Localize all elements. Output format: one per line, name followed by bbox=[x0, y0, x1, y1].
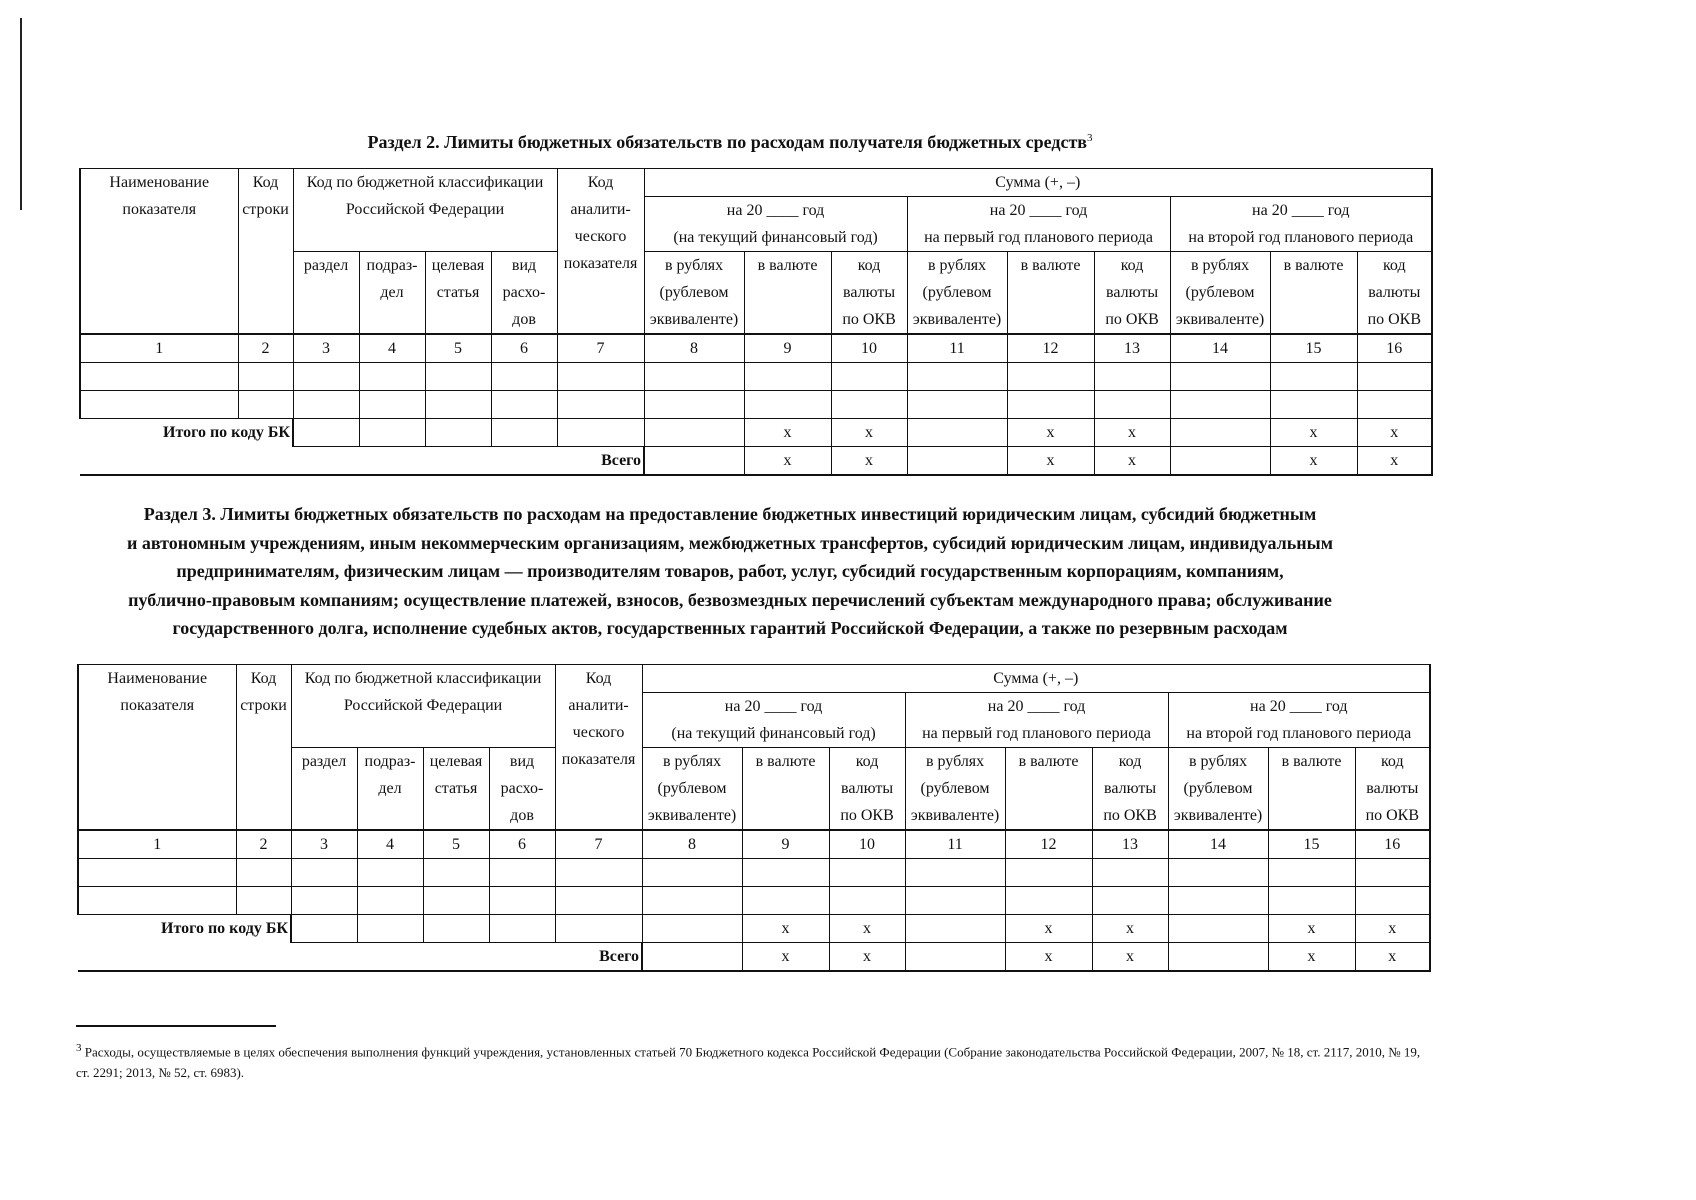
header-okv bbox=[1355, 748, 1430, 831]
table-cell: 11 bbox=[907, 334, 1007, 363]
header-line: целевая bbox=[431, 257, 485, 274]
section3-title: Раздел 3. Лимиты бюджетных обязательств по расходам на предоставление бюджетных инвестиций юридическим лицам, субсидий бюджетным и автономным учреждениям, иным некоммерческим организациям, межбюджетных трансфертов, субсидий юридическим лицам, индивидуальным предпринимателям, физическим лицам — производителям товаров, работ, услуг, субсидий государственным корпорациям, компаниям, публично-правовым компаниям; осуществление платежей, взносов, безвозмездных перечислений субъектам международного права; обслуживание государственного долга, исполнение судебных актов, государственных гарантий Российской Федерации, а также по резервным расходам bbox=[127, 504, 1333, 638]
table-cell bbox=[1355, 859, 1430, 887]
table-cell: 1 bbox=[80, 334, 238, 363]
table-cell: x bbox=[1270, 447, 1357, 476]
table-cell bbox=[1005, 859, 1092, 887]
header-rub bbox=[905, 748, 1005, 831]
table-cell bbox=[644, 391, 744, 419]
table-cell: x bbox=[1268, 915, 1355, 943]
header-line: (рублевом bbox=[922, 284, 992, 301]
table-cell: 4 bbox=[359, 334, 425, 363]
header-okv bbox=[831, 252, 907, 335]
header-line: (рублевом bbox=[1185, 284, 1255, 301]
header-line: Код bbox=[587, 174, 614, 191]
table-cell bbox=[907, 419, 1007, 447]
header-year-plan2: на 20 ____ год bbox=[1168, 693, 1430, 721]
header-line: расхо- bbox=[500, 780, 544, 797]
header-line: эквиваленте) bbox=[1173, 807, 1263, 824]
table-cell bbox=[359, 363, 425, 391]
header-period-plan1: на первый год планового периода bbox=[907, 224, 1170, 252]
header-line: дел bbox=[378, 780, 402, 797]
column-numbers-row bbox=[78, 830, 1430, 859]
table-cell bbox=[1170, 419, 1270, 447]
footnote-rule bbox=[76, 1025, 276, 1027]
header-line: по ОКВ bbox=[1365, 807, 1420, 824]
table-cell bbox=[291, 859, 357, 887]
table-cell bbox=[291, 887, 357, 915]
table-cell bbox=[557, 419, 644, 447]
table-cell: 16 bbox=[1357, 334, 1432, 363]
table-cell: 6 bbox=[491, 334, 557, 363]
table-cell bbox=[489, 859, 555, 887]
header-line: в рублях bbox=[1188, 753, 1248, 770]
table-cell bbox=[1357, 363, 1432, 391]
header-line: эквиваленте) bbox=[649, 311, 739, 328]
header-period-plan2: на второй год планового периода bbox=[1168, 720, 1430, 748]
table-cell bbox=[1270, 391, 1357, 419]
header-line: Российской Федерации bbox=[343, 697, 503, 714]
table-cell bbox=[1007, 391, 1094, 419]
table-cell: 13 bbox=[1094, 334, 1170, 363]
table-cell bbox=[489, 915, 555, 943]
table-cell: 6 bbox=[489, 830, 555, 859]
header-line: ческого bbox=[572, 724, 625, 741]
header-line: показателя bbox=[120, 697, 195, 714]
table-cell bbox=[425, 363, 491, 391]
footnote-mark: 3 bbox=[76, 1042, 82, 1054]
header-line: валюты bbox=[1368, 284, 1421, 301]
header-line: валюты bbox=[1104, 780, 1157, 797]
table-cell bbox=[829, 887, 905, 915]
header-val: в валюте bbox=[1007, 252, 1094, 335]
table-cell: x bbox=[831, 447, 907, 476]
table-cell bbox=[78, 859, 236, 887]
table-cell bbox=[907, 447, 1007, 476]
header-val: в валюте bbox=[744, 252, 831, 335]
header-line: эквиваленте) bbox=[910, 807, 1000, 824]
table-cell bbox=[357, 859, 423, 887]
header-name bbox=[78, 665, 236, 831]
table-row bbox=[78, 887, 1430, 915]
table-cell: 7 bbox=[557, 334, 644, 363]
table-cell: x bbox=[1094, 447, 1170, 476]
table-cell bbox=[1170, 391, 1270, 419]
table-cell: 3 bbox=[293, 334, 359, 363]
header-line: Наименование bbox=[107, 670, 208, 687]
table-cell bbox=[357, 915, 423, 943]
table-cell bbox=[291, 915, 357, 943]
header-rub bbox=[1168, 748, 1268, 831]
footnote-text: Расходы, осуществляемые в целях обеспечения выполнения функций учреждения, установленных статьей 70 Бюджетного кодекса Российской Федерации (Собрание законодательства Российской Федерации, 2007, № 18, ст. 2117, 2010, № 19, ст. 2291; 2013, № 52, ст. 6983). bbox=[76, 1044, 1421, 1081]
header-celevaya bbox=[423, 748, 489, 831]
header-line: валюты bbox=[1366, 780, 1419, 797]
header-line: валюты bbox=[1106, 284, 1159, 301]
footnote bbox=[76, 1038, 1426, 1083]
table-cell bbox=[557, 391, 644, 419]
table-cell bbox=[1092, 859, 1168, 887]
table-cell bbox=[642, 943, 742, 972]
header-razdel: раздел bbox=[291, 748, 357, 831]
table-cell: 9 bbox=[742, 830, 829, 859]
header-line: показателя bbox=[561, 751, 636, 768]
header-line: по ОКВ bbox=[1105, 311, 1159, 328]
column-numbers-row bbox=[80, 334, 1432, 363]
header-val: в валюте bbox=[1270, 252, 1357, 335]
table-cell: 10 bbox=[831, 334, 907, 363]
header-line: (рублевом bbox=[657, 780, 727, 797]
header-line: в рублях bbox=[927, 257, 987, 274]
table-cell: 12 bbox=[1007, 334, 1094, 363]
header-podrazdel bbox=[359, 252, 425, 335]
header-line: строки bbox=[240, 697, 287, 714]
table-cell bbox=[555, 859, 642, 887]
table-cell bbox=[236, 859, 291, 887]
table-cell bbox=[425, 419, 491, 447]
header-line: Код bbox=[585, 670, 612, 687]
table-cell: 10 bbox=[829, 830, 905, 859]
header-line: валюты bbox=[843, 284, 896, 301]
table-cell: x bbox=[1092, 915, 1168, 943]
table-cell bbox=[425, 391, 491, 419]
table-cell bbox=[644, 419, 744, 447]
header-line: по ОКВ bbox=[842, 311, 896, 328]
header-sum: Сумма (+, –) bbox=[642, 665, 1430, 693]
table-cell bbox=[489, 887, 555, 915]
header-year-plan1: на 20 ____ год bbox=[907, 197, 1170, 225]
table-cell: x bbox=[1005, 943, 1092, 972]
header-line: по ОКВ bbox=[1367, 311, 1422, 328]
table-cell bbox=[238, 363, 293, 391]
table-cell: 8 bbox=[642, 830, 742, 859]
table-cell bbox=[642, 915, 742, 943]
header-bk bbox=[293, 169, 557, 252]
header-okv bbox=[829, 748, 905, 831]
table-cell bbox=[644, 447, 744, 476]
header-period-plan2: на второй год планового периода bbox=[1170, 224, 1432, 252]
footnote-mark: 3 bbox=[1087, 132, 1093, 144]
header-line: код bbox=[855, 753, 879, 770]
table-cell: 1 bbox=[78, 830, 236, 859]
table-cell: 2 bbox=[236, 830, 291, 859]
table-cell bbox=[831, 363, 907, 391]
table-cell bbox=[829, 859, 905, 887]
header-line: эквиваленте) bbox=[647, 807, 737, 824]
table-cell: 14 bbox=[1168, 830, 1268, 859]
header-okv bbox=[1092, 748, 1168, 831]
table-cell bbox=[1170, 363, 1270, 391]
table-cell: x bbox=[742, 915, 829, 943]
header-line: код bbox=[857, 257, 881, 274]
total-bk-label: Итого по коду БК bbox=[161, 920, 288, 938]
header-row-code bbox=[236, 665, 291, 831]
table-cell bbox=[907, 363, 1007, 391]
header-line: эквиваленте) bbox=[1175, 311, 1265, 328]
table-cell: x bbox=[829, 915, 905, 943]
table-cell: 7 bbox=[555, 830, 642, 859]
table-cell: x bbox=[742, 943, 829, 972]
table-cell: x bbox=[1007, 419, 1094, 447]
table-cell: 5 bbox=[423, 830, 489, 859]
header-analytic-code bbox=[555, 665, 642, 831]
header-line: Код bbox=[252, 174, 279, 191]
table-cell bbox=[1268, 887, 1355, 915]
header-year-current: на 20 ____ год bbox=[642, 693, 905, 721]
header-name bbox=[80, 169, 238, 335]
table-cell: x bbox=[744, 419, 831, 447]
header-year-plan1: на 20 ____ год bbox=[905, 693, 1168, 721]
table-cell bbox=[744, 391, 831, 419]
total-bk-label: Итого по коду БК bbox=[163, 424, 290, 442]
table-cell bbox=[359, 419, 425, 447]
table-cell: 3 bbox=[291, 830, 357, 859]
header-line: Код по бюджетной классификации bbox=[304, 670, 542, 687]
header-vid bbox=[489, 748, 555, 831]
header-line: показателя bbox=[563, 255, 638, 272]
header-line: Наименование bbox=[109, 174, 210, 191]
header-line: Код bbox=[250, 670, 277, 687]
table-cell: x bbox=[1092, 943, 1168, 972]
header-sum: Сумма (+, –) bbox=[644, 169, 1432, 197]
header-row-code bbox=[238, 169, 293, 335]
header-line: строки bbox=[242, 201, 289, 218]
header-period-current: (на текущий финансовый год) bbox=[644, 224, 907, 252]
header-okv bbox=[1094, 252, 1170, 335]
header-val: в валюте bbox=[742, 748, 829, 831]
header-line: код bbox=[1118, 753, 1142, 770]
header-okv bbox=[1357, 252, 1432, 335]
table-cell: 16 bbox=[1355, 830, 1430, 859]
table-cell: 13 bbox=[1092, 830, 1168, 859]
table-cell bbox=[491, 419, 557, 447]
header-vid bbox=[491, 252, 557, 335]
table-cell bbox=[742, 859, 829, 887]
table-cell bbox=[557, 363, 644, 391]
table-cell: 8 bbox=[644, 334, 744, 363]
table-cell bbox=[905, 915, 1005, 943]
header-line: аналити- bbox=[570, 201, 631, 218]
section2-title: Раздел 2. Лимиты бюджетных обязательств по расходам получателя бюджетных средств$^3$ bbox=[367, 132, 1093, 152]
table-cell bbox=[491, 363, 557, 391]
table-cell bbox=[80, 363, 238, 391]
header-line: (рублевом bbox=[920, 780, 990, 797]
section2-table bbox=[79, 168, 1433, 476]
table-cell: 14 bbox=[1170, 334, 1270, 363]
header-year-plan2: на 20 ____ год bbox=[1170, 197, 1432, 225]
table-cell bbox=[1168, 943, 1268, 972]
header-line: (рублевом bbox=[659, 284, 729, 301]
table-cell bbox=[1094, 391, 1170, 419]
total-all-label: Всего bbox=[78, 943, 642, 972]
header-line: показателя bbox=[122, 201, 197, 218]
header-line: дел bbox=[380, 284, 404, 301]
header-line: ческого bbox=[574, 228, 627, 245]
total-all-row bbox=[80, 447, 1432, 476]
table-cell bbox=[80, 391, 238, 419]
table-cell bbox=[1005, 887, 1092, 915]
header-rub bbox=[642, 748, 742, 831]
table-cell bbox=[905, 859, 1005, 887]
total-all-row bbox=[78, 943, 1430, 972]
table-cell bbox=[1355, 887, 1430, 915]
table-cell bbox=[744, 363, 831, 391]
table-cell bbox=[491, 391, 557, 419]
table-cell: x bbox=[1268, 943, 1355, 972]
table-cell bbox=[905, 887, 1005, 915]
table-cell: x bbox=[744, 447, 831, 476]
table-cell: x bbox=[831, 419, 907, 447]
total-bk-row bbox=[80, 419, 1432, 447]
table-cell bbox=[1357, 391, 1432, 419]
header-line: статья bbox=[434, 780, 478, 797]
table-cell: x bbox=[1270, 419, 1357, 447]
table-cell: x bbox=[1357, 419, 1432, 447]
header-line: по ОКВ bbox=[1103, 807, 1157, 824]
table-cell bbox=[423, 915, 489, 943]
table-cell bbox=[1007, 363, 1094, 391]
header-line: эквиваленте) bbox=[912, 311, 1002, 328]
header-line: (рублевом bbox=[1183, 780, 1253, 797]
table-cell: x bbox=[1005, 915, 1092, 943]
total-bk-row bbox=[78, 915, 1430, 943]
table-cell: 5 bbox=[425, 334, 491, 363]
table-cell: 15 bbox=[1270, 334, 1357, 363]
header-podrazdel bbox=[357, 748, 423, 831]
table-cell bbox=[236, 887, 291, 915]
table-cell bbox=[293, 391, 359, 419]
header-line: в рублях bbox=[1190, 257, 1250, 274]
header-line: Российской Федерации bbox=[345, 201, 505, 218]
header-line: расхо- bbox=[502, 284, 546, 301]
header-val: в валюте bbox=[1268, 748, 1355, 831]
table-cell: 11 bbox=[905, 830, 1005, 859]
table-cell bbox=[642, 859, 742, 887]
header-rub bbox=[644, 252, 744, 335]
table-cell bbox=[359, 391, 425, 419]
header-line: в рублях bbox=[925, 753, 985, 770]
table-cell: x bbox=[1094, 419, 1170, 447]
table-cell bbox=[642, 887, 742, 915]
table-cell: 9 bbox=[744, 334, 831, 363]
header-line: дов bbox=[512, 311, 536, 328]
table-cell bbox=[293, 419, 359, 447]
header-line: подраз- bbox=[366, 257, 418, 274]
header-line: статья bbox=[436, 284, 480, 301]
table-cell bbox=[907, 391, 1007, 419]
table-cell: x bbox=[1355, 915, 1430, 943]
table-cell: 2 bbox=[238, 334, 293, 363]
margin-rule bbox=[20, 18, 22, 210]
section3-table bbox=[77, 664, 1431, 972]
header-line: по ОКВ bbox=[840, 807, 894, 824]
table-cell bbox=[1094, 363, 1170, 391]
header-line: в рублях bbox=[662, 753, 722, 770]
table-row bbox=[78, 859, 1430, 887]
header-period-plan1: на первый год планового периода bbox=[905, 720, 1168, 748]
table-cell bbox=[1092, 887, 1168, 915]
header-line: код bbox=[1380, 753, 1404, 770]
total-all-label: Всего bbox=[80, 447, 644, 476]
header-period-current: (на текущий финансовый год) bbox=[642, 720, 905, 748]
header-line: валюты bbox=[841, 780, 894, 797]
table-cell bbox=[905, 943, 1005, 972]
header-line: подраз- bbox=[364, 753, 416, 770]
table-cell: 12 bbox=[1005, 830, 1092, 859]
table-cell bbox=[238, 391, 293, 419]
table-cell bbox=[357, 887, 423, 915]
header-razdel: раздел bbox=[293, 252, 359, 335]
header-year-current: на 20 ____ год bbox=[644, 197, 907, 225]
header-bk bbox=[291, 665, 555, 748]
header-line: код bbox=[1120, 257, 1144, 274]
table-cell bbox=[831, 391, 907, 419]
table-cell bbox=[1270, 363, 1357, 391]
table-cell bbox=[1168, 859, 1268, 887]
table-cell bbox=[423, 859, 489, 887]
table-row bbox=[80, 391, 1432, 419]
table-cell: x bbox=[1357, 447, 1432, 476]
table-cell: x bbox=[1355, 943, 1430, 972]
table-cell bbox=[78, 887, 236, 915]
header-val: в валюте bbox=[1005, 748, 1092, 831]
table-cell: x bbox=[1007, 447, 1094, 476]
table-cell: x bbox=[829, 943, 905, 972]
table-cell bbox=[1168, 887, 1268, 915]
table-cell bbox=[1168, 915, 1268, 943]
table-cell bbox=[293, 363, 359, 391]
table-row bbox=[80, 363, 1432, 391]
table-cell bbox=[555, 887, 642, 915]
header-line: в рублях bbox=[664, 257, 724, 274]
header-rub bbox=[907, 252, 1007, 335]
table-cell: 4 bbox=[357, 830, 423, 859]
table-cell bbox=[742, 887, 829, 915]
table-cell bbox=[644, 363, 744, 391]
table-cell bbox=[555, 915, 642, 943]
header-celevaya bbox=[425, 252, 491, 335]
header-line: целевая bbox=[429, 753, 483, 770]
header-analytic-code bbox=[557, 169, 644, 335]
table-cell: 15 bbox=[1268, 830, 1355, 859]
header-line: вид bbox=[511, 257, 537, 274]
table-cell bbox=[423, 887, 489, 915]
header-line: Код по бюджетной классификации bbox=[306, 174, 544, 191]
header-line: код bbox=[1382, 257, 1406, 274]
table-cell bbox=[1170, 447, 1270, 476]
header-rub bbox=[1170, 252, 1270, 335]
table-cell bbox=[1268, 859, 1355, 887]
header-line: вид bbox=[509, 753, 535, 770]
header-line: дов bbox=[510, 807, 534, 824]
header-line: аналити- bbox=[568, 697, 629, 714]
